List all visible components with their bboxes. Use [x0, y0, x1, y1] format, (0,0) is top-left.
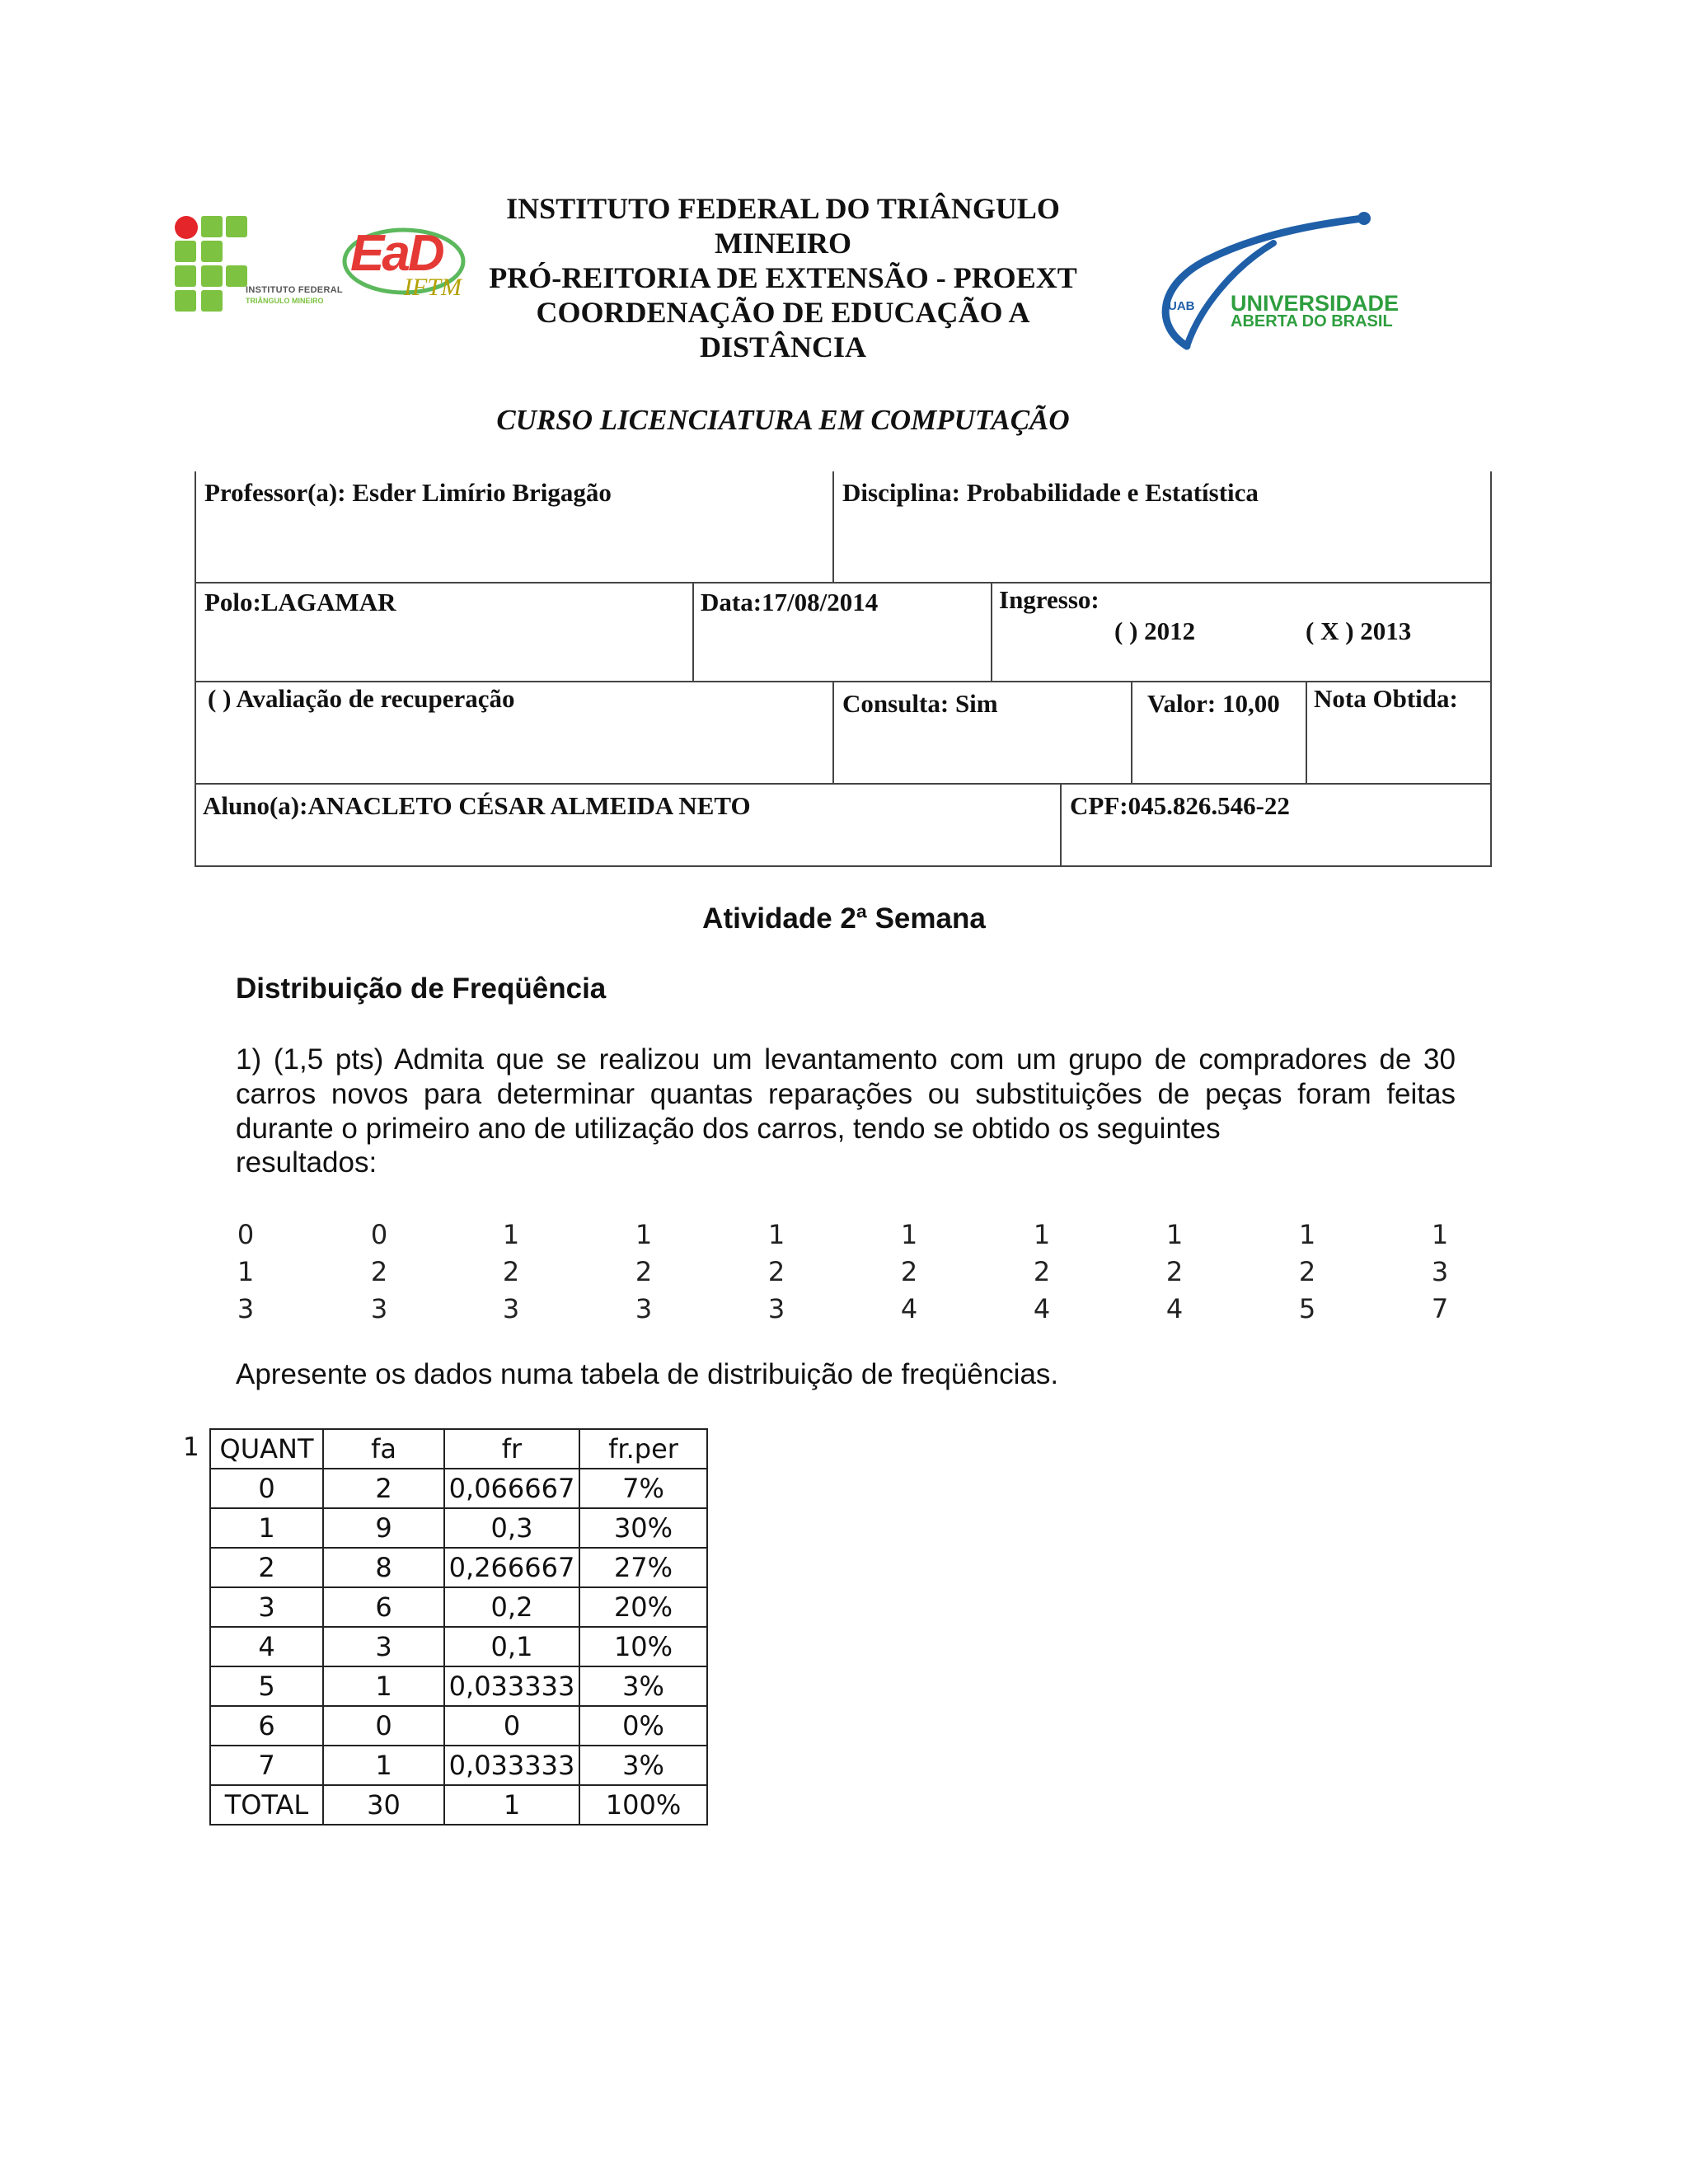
table-row: 2 8 0,266667 27% [210, 1548, 707, 1587]
cpf-field: CPF:045.826.546-22 [1070, 791, 1290, 820]
table-row: 7 1 0,033333 3% [210, 1746, 707, 1785]
valor-field: Valor: 10,00 [1147, 689, 1280, 718]
disciplina-field: Disciplina: Probabilidade e Estatística [842, 478, 1259, 507]
institution-line-1: INSTITUTO FEDERAL DO TRIÂNGULO [506, 192, 1060, 225]
course-title: CURSO LICENCIATURA EM COMPUTAÇÃO [496, 404, 1070, 436]
table-row: 3 6 0,2 20% [210, 1587, 707, 1627]
raw-data-column: 1 2 3 [635, 1219, 653, 1324]
if-logo [175, 216, 343, 311]
aluno-field: Aluno(a):ANACLETO CÉSAR ALMEIDA NETO [203, 791, 751, 820]
uab-logo-small-text: UAB [1168, 299, 1195, 313]
if-logo-text: INSTITUTO FEDERAL [246, 285, 343, 295]
table-row: 0 2 0,066667 7% [210, 1469, 707, 1508]
institution-line-3: PRÓ-REITORIA DE EXTENSÃO - PROEXT [489, 261, 1077, 294]
ead-logo-text: EaD [350, 225, 443, 282]
uab-logo-text-2: ABERTA DO BRASIL [1231, 312, 1393, 330]
raw-data-column: 1 2 3 [767, 1219, 785, 1324]
uab-logo [1150, 210, 1414, 354]
header-cell: fr.per [579, 1429, 707, 1469]
polo-field: Polo:LAGAMAR [204, 588, 396, 616]
table-row: 1 9 0,3 30% [210, 1508, 707, 1548]
nota-obtida-field: Nota Obtida: [1314, 684, 1458, 713]
professor-field: Professor(a): Esder Limírio Brigagão [204, 478, 612, 507]
institution-title [462, 191, 1104, 364]
instruction-text: Apresente os dados numa tabela de distribuição de freqüências. [236, 1358, 1059, 1390]
uab-swoosh-icon [1150, 210, 1414, 354]
header-cell: fr [444, 1429, 579, 1469]
header-cell: QUANT [210, 1429, 323, 1469]
frequency-table [209, 1428, 708, 1825]
raw-data-column: 1 2 4 [900, 1219, 918, 1324]
table-row: 4 3 0,1 10% [210, 1627, 707, 1666]
avaliacao-recuperacao-field: ( ) Avaliação de recuperação [208, 684, 515, 713]
ingresso-2013-option: ( X ) 2013 [1306, 616, 1412, 645]
spreadsheet-row-number: 1 [183, 1432, 199, 1462]
consulta-field: Consulta: Sim [842, 689, 998, 718]
institution-line-5: DISTÂNCIA [699, 330, 867, 363]
if-logo-subtext: TRIÂNGULO MINEIRO [246, 297, 324, 305]
section-title: Distribuição de Freqüência [236, 972, 607, 1005]
ingresso-label: Ingresso: [999, 585, 1100, 614]
raw-data-column: 1 2 3 [502, 1219, 520, 1324]
table-row: 5 1 0,033333 3% [210, 1666, 707, 1706]
raw-data-column: 1 2 5 [1298, 1219, 1316, 1324]
raw-data-column: 1 2 4 [1165, 1219, 1184, 1324]
raw-data-column: 0 1 3 [237, 1219, 255, 1324]
ingresso-2012-option: ( ) 2012 [1114, 616, 1196, 645]
institution-line-2: MINEIRO [714, 227, 851, 260]
raw-data-column: 1 2 4 [1033, 1219, 1051, 1324]
table-row: 6 0 0 0% [210, 1706, 707, 1746]
ead-logo-subtext: IFTM [404, 274, 462, 301]
if-logo-red-dot [175, 216, 198, 239]
table-total-row: TOTAL 30 1 100% [210, 1785, 707, 1825]
table-header-row [210, 1429, 707, 1469]
raw-data-column: 0 2 3 [370, 1219, 388, 1324]
header-cell: fa [323, 1429, 444, 1469]
question-text: 1) (1,5 pts) Admita que se realizou um levantamento com um grupo de compradores de 30 carros novos para determinar quantas reparações ou substituições de peças foram feitas durante o primeiro ano de utilização dos carros, tendo se obtido os seguintes [236, 1043, 1456, 1145]
data-field: Data:17/08/2014 [701, 588, 879, 616]
question-text-end: resultados: [236, 1146, 377, 1179]
activity-title: Atividade 2ª Semana [702, 902, 986, 935]
institution-line-4: COORDENAÇÃO DE EDUCAÇÃO A [536, 296, 1030, 329]
raw-data-column: 1 3 7 [1431, 1219, 1449, 1324]
uab-logo-text-1: UNIVERSIDADE [1231, 291, 1400, 316]
